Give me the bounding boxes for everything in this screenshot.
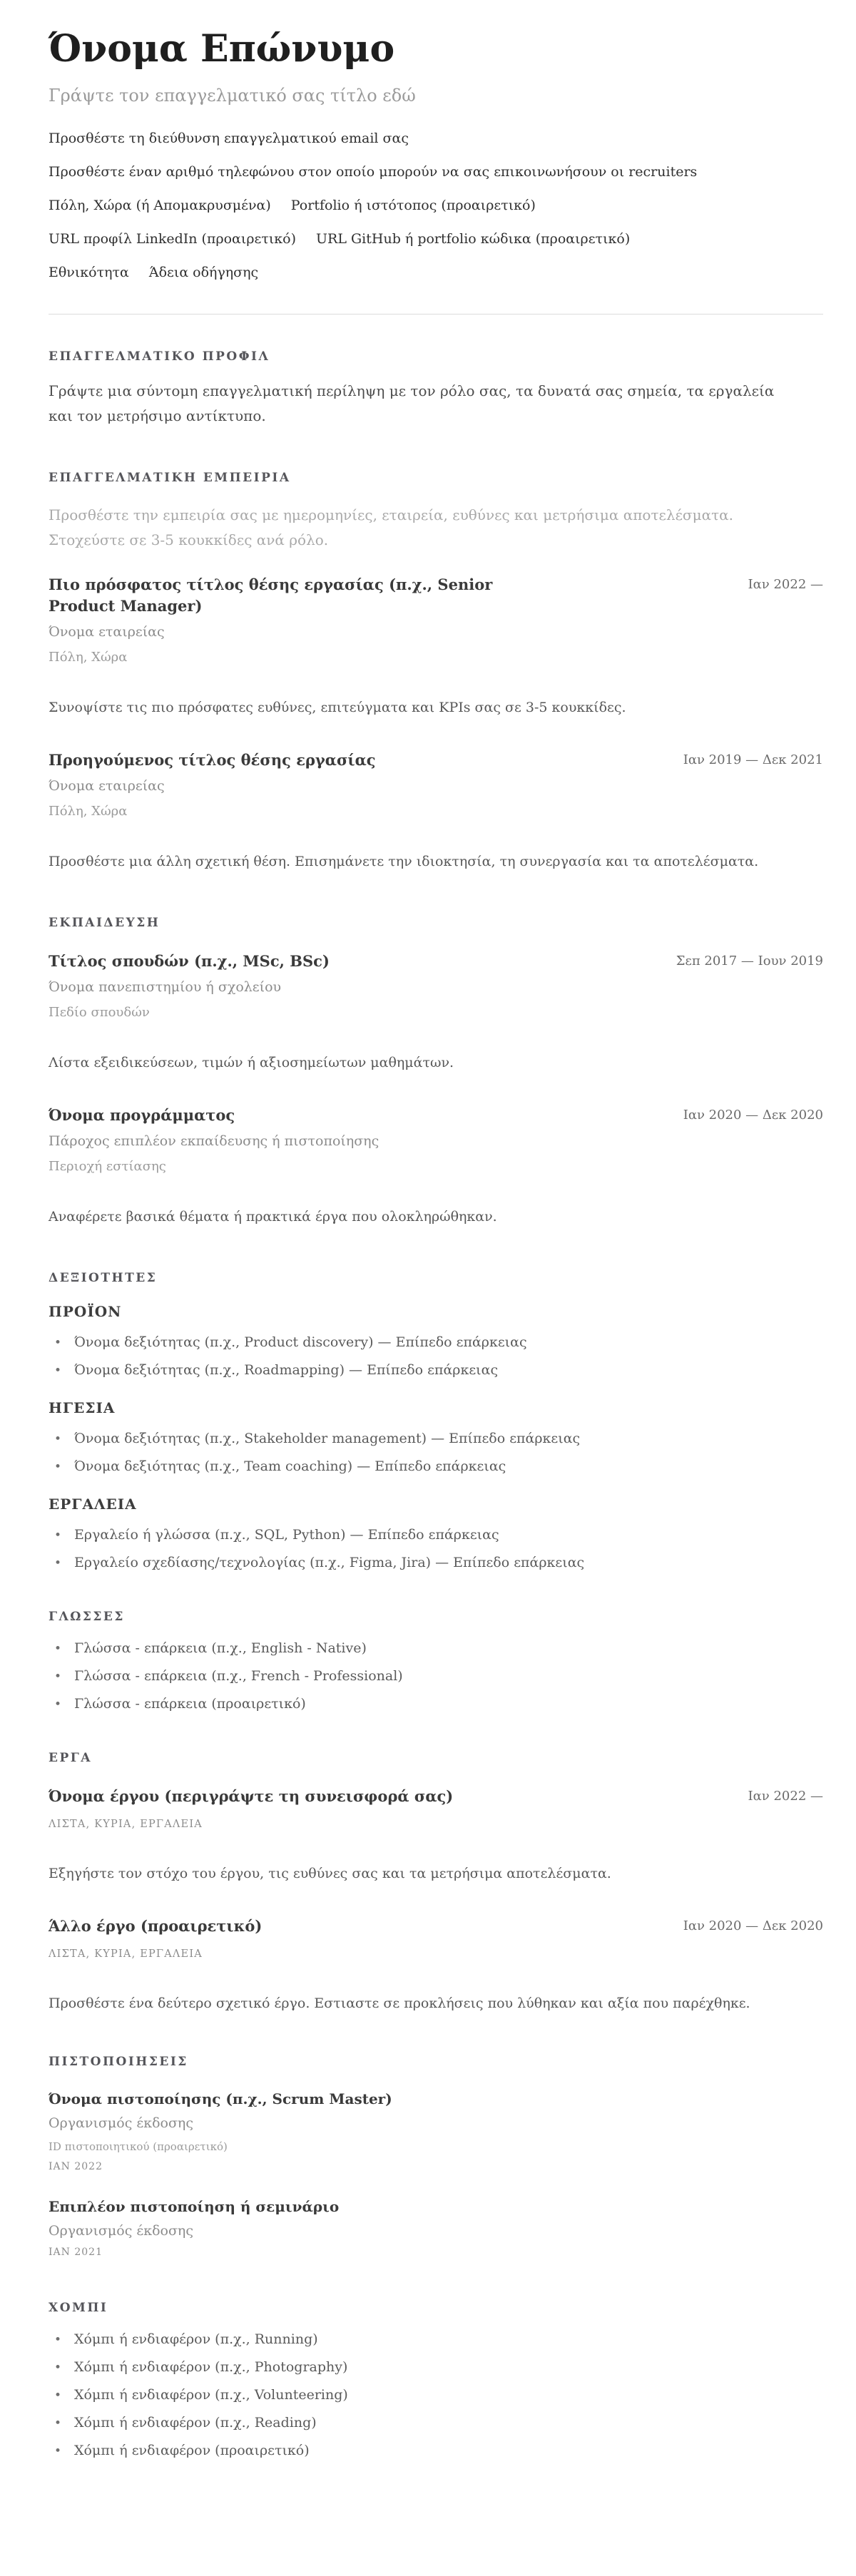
certification-org: Οργανισμός έκδοσης xyxy=(49,2223,193,2239)
degree-dates: Σεπ 2017 — Ιουν 2019 xyxy=(676,954,823,968)
contact-row xyxy=(49,265,823,280)
language-item: • Γλώσσα - επάρκεια (π.χ., English - Native) xyxy=(49,1640,823,1656)
job-dates: Ιαν 2019 — Δεκ 2021 xyxy=(683,752,823,767)
project-note: Εξηγήστε τον στόχο του έργου, τις ευθύνες σας και τα μετρήσιμα αποτελέσματα. xyxy=(49,1866,611,1881)
section-heading-languages: ΓΛΩΣΣΕΣ xyxy=(49,1610,125,1624)
job-company: Όνομα εταιρείας xyxy=(49,624,165,640)
profile-summary: Γράψτε μια σύντομη επαγγελματική περίληψη με τον ρόλο σας, τα δυνατά σας σημεία, τα εργαλεία και τον μετρήσιμο αντίκτυπο. xyxy=(49,382,775,424)
project-title: Όνομα έργου (περιγράψτε τη συνεισφορά σας) xyxy=(49,1787,454,1805)
contact-linkedin: URL προφίλ LinkedIn (προαιρετικό) xyxy=(49,231,297,247)
job-entry-header xyxy=(49,574,823,617)
program-focus: Περιοχή εστίασης xyxy=(49,1159,166,1174)
project-tags: ΛΙΣΤΑ, ΚΥΡΙΑ, ΕΡΓΑΛΕΙΑ xyxy=(49,1819,203,1830)
hobby-item: • Χόμπι ή ενδιαφέρον (π.χ., Running) xyxy=(49,2331,823,2347)
contact-email: Προσθέστε τη διεύθυνση επαγγελματικού email σας xyxy=(49,131,409,146)
skill-list xyxy=(49,1527,823,1570)
job-company: Όνομα εταιρείας xyxy=(49,778,165,794)
certification-id: ID πιστοποιητικού (προαιρετικό) xyxy=(49,2140,228,2153)
contact-driving-license: Άδεια οδήγησης xyxy=(148,265,259,280)
job-entry xyxy=(49,750,823,874)
education-note: Λίστα εξειδικεύσεων, τιμών ή αξιοσημείωτων μαθημάτων. xyxy=(49,1055,454,1070)
skill-list xyxy=(49,1334,823,1378)
skill-item: • Εργαλείο ή γλώσσα (π.χ., SQL, Python) — Επίπεδο επάρκειας xyxy=(49,1527,823,1543)
education-entry-header xyxy=(49,951,823,972)
job-entry xyxy=(49,574,823,720)
section-languages xyxy=(49,1610,823,1712)
contact-row xyxy=(49,232,823,246)
section-profile xyxy=(49,350,823,429)
section-certifications xyxy=(49,2055,823,2259)
hobby-item: • Χόμπι ή ενδιαφέρον (προαιρετικό) xyxy=(49,2443,823,2458)
education-entry xyxy=(49,951,823,1075)
section-projects xyxy=(49,1752,823,2015)
section-heading-certifications: ΠΙΣΤΟΠΟΙΗΣΕΙΣ xyxy=(49,2055,188,2069)
job-title: Πιο πρόσφατος τίτλος θέσης εργασίας (π.χ., Senior Product Manager) xyxy=(49,576,493,615)
job-title: Προηγούμενος τίτλος θέσης εργασίας xyxy=(49,751,376,769)
section-heading-projects: ΕΡΓΑ xyxy=(49,1751,92,1765)
hobby-item: • Χόμπι ή ενδιαφέρον (π.χ., Photography) xyxy=(49,2359,823,2375)
skill-group-title: ΠΡΟΪΟΝ xyxy=(49,1303,122,1320)
header-divider xyxy=(49,314,823,315)
section-heading-profile: ΕΠΑΓΓΕΛΜΑΤΙΚΟ ΠΡΟΦΙΛ xyxy=(49,349,270,364)
project-entry xyxy=(49,1916,823,2015)
skill-group-title: ΕΡΓΑΛΕΙΑ xyxy=(49,1496,137,1513)
skill-group-title: ΗΓΕΣΙΑ xyxy=(49,1399,116,1416)
certification-entry xyxy=(49,2197,823,2259)
hobby-list xyxy=(49,2331,823,2458)
certification-name: Όνομα πιστοποίησης (π.χ., Scrum Master) xyxy=(49,2090,392,2107)
language-item: • Γλώσσα - επάρκεια (προαιρετικό) xyxy=(49,1696,823,1712)
contact-github: URL GitHub ή portfolio κώδικα (προαιρετικό) xyxy=(316,231,631,247)
job-note: Προσθέστε μια άλλη σχετική θέση. Επισημάνετε την ιδιοκτησία, τη συνεργασία και τα αποτελέσματα. xyxy=(49,854,759,869)
project-title: Άλλο έργο (προαιρετικό) xyxy=(49,1917,263,1935)
certification-entry xyxy=(49,2090,823,2173)
resume-subtitle: Γράψτε τον επαγγελματικό σας τίτλο εδώ xyxy=(49,86,416,106)
skill-item: • Όνομα δεξιότητας (π.χ., Team coaching) — Επίπεδο επάρκειας xyxy=(49,1458,823,1474)
section-heading-skills: ΔΕΞΙΟΤΗΤΕΣ xyxy=(49,1271,158,1285)
skill-item: • Εργαλείο σχεδίασης/τεχνολογίας (π.χ., Figma, Jira) — Επίπεδο επάρκειας xyxy=(49,1555,823,1570)
language-list xyxy=(49,1640,823,1712)
section-heading-education: ΕΚΠΑΙΔΕΥΣΗ xyxy=(49,916,160,930)
contact-block xyxy=(49,131,823,280)
project-dates: Ιαν 2020 — Δεκ 2020 xyxy=(683,1918,823,1933)
job-entry-header xyxy=(49,750,823,771)
skill-item: • Όνομα δεξιότητας (π.χ., Stakeholder management) — Επίπεδο επάρκειας xyxy=(49,1431,823,1446)
contact-row xyxy=(49,198,823,213)
contact-portfolio: Portfolio ή ιστότοπος (προαιρετικό) xyxy=(290,198,536,213)
section-education xyxy=(49,916,823,1229)
experience-placeholder: Προσθέστε την εμπειρία σας με ημερομηνίες, εταιρεία, ευθύνες και μετρήσιμα αποτελέσματα. Στοχεύστε σε 3-5 κουκκίδες ανά ρόλο. xyxy=(49,506,734,548)
contact-row xyxy=(49,131,823,145)
section-hobbies xyxy=(49,2301,823,2458)
program-dates: Ιαν 2020 — Δεκ 2020 xyxy=(683,1108,823,1123)
job-location: Πόλη, Χώρα xyxy=(49,804,128,819)
resume-name: Όνομα Επώνυμο xyxy=(49,27,395,71)
contact-phone: Προσθέστε έναν αριθμό τηλεφώνου στον οποίο μπορούν να σας επικοινωνήσουν οι recruiters xyxy=(49,164,698,180)
field-of-study: Πεδίο σπουδών xyxy=(49,1005,150,1020)
job-location: Πόλη, Χώρα xyxy=(49,650,128,665)
degree-title: Τίτλος σπουδών (π.χ., MSc, BSc) xyxy=(49,952,330,970)
section-skills xyxy=(49,1272,823,1570)
project-entry-header xyxy=(49,1916,823,1937)
program-provider: Πάροχος επιπλέον εκπαίδευσης ή πιστοποίησης xyxy=(49,1133,379,1149)
contact-nationality: Εθνικότητα xyxy=(49,265,129,280)
certification-name: Επιπλέον πιστοποίηση ή σεμινάριο xyxy=(49,2198,340,2215)
skill-list xyxy=(49,1431,823,1474)
section-experience xyxy=(49,471,823,874)
hobby-item: • Χόμπι ή ενδιαφέρον (π.χ., Volunteering) xyxy=(49,2387,823,2403)
job-dates: Ιαν 2022 — xyxy=(748,577,823,592)
project-dates: Ιαν 2022 — xyxy=(748,1789,823,1804)
section-heading-hobbies: ΧΟΜΠΙ xyxy=(49,2301,108,2315)
project-tags: ΛΙΣΤΑ, ΚΥΡΙΑ, ΕΡΓΑΛΕΙΑ xyxy=(49,1948,203,1960)
contact-row xyxy=(49,165,823,179)
language-item: • Γλώσσα - επάρκεια (π.χ., French - Professional) xyxy=(49,1668,823,1684)
skill-item: • Όνομα δεξιότητας (π.χ., Product discovery) — Επίπεδο επάρκειας xyxy=(49,1334,823,1350)
program-title: Όνομα προγράμματος xyxy=(49,1106,235,1124)
education-entry-header xyxy=(49,1105,823,1126)
project-note: Προσθέστε ένα δεύτερο σχετικό έργο. Εστιαστε σε προκλήσεις που λύθηκαν και αξία που παρέχθηκε. xyxy=(49,1995,750,2011)
job-note: Συνοψίστε τις πιο πρόσφατες ευθύνες, επιτεύγματα και KPIs σας σε 3-5 κουκκίδες. xyxy=(49,700,626,715)
contact-location: Πόλη, Χώρα (ή Απομακρυσμένα) xyxy=(49,198,271,213)
project-entry xyxy=(49,1786,823,1886)
education-entry xyxy=(49,1105,823,1229)
education-note: Αναφέρετε βασικά θέματα ή πρακτικά έργα που ολοκληρώθηκαν. xyxy=(49,1209,497,1225)
project-entry-header xyxy=(49,1786,823,1807)
school-name: Όνομα πανεπιστημίου ή σχολείου xyxy=(49,979,282,995)
certification-org: Οργανισμός έκδοσης xyxy=(49,2115,193,2131)
certification-date: ΙΑΝ 2022 xyxy=(49,2161,103,2172)
skill-item: • Όνομα δεξιότητας (π.χ., Roadmapping) — Επίπεδο επάρκειας xyxy=(49,1362,823,1378)
certification-date: ΙΑΝ 2021 xyxy=(49,2247,103,2258)
hobby-item: • Χόμπι ή ενδιαφέρον (π.χ., Reading) xyxy=(49,2415,823,2431)
section-heading-experience: ΕΠΑΓΓΕΛΜΑΤΙΚΗ ΕΜΠΕΙΡΙΑ xyxy=(49,471,291,485)
